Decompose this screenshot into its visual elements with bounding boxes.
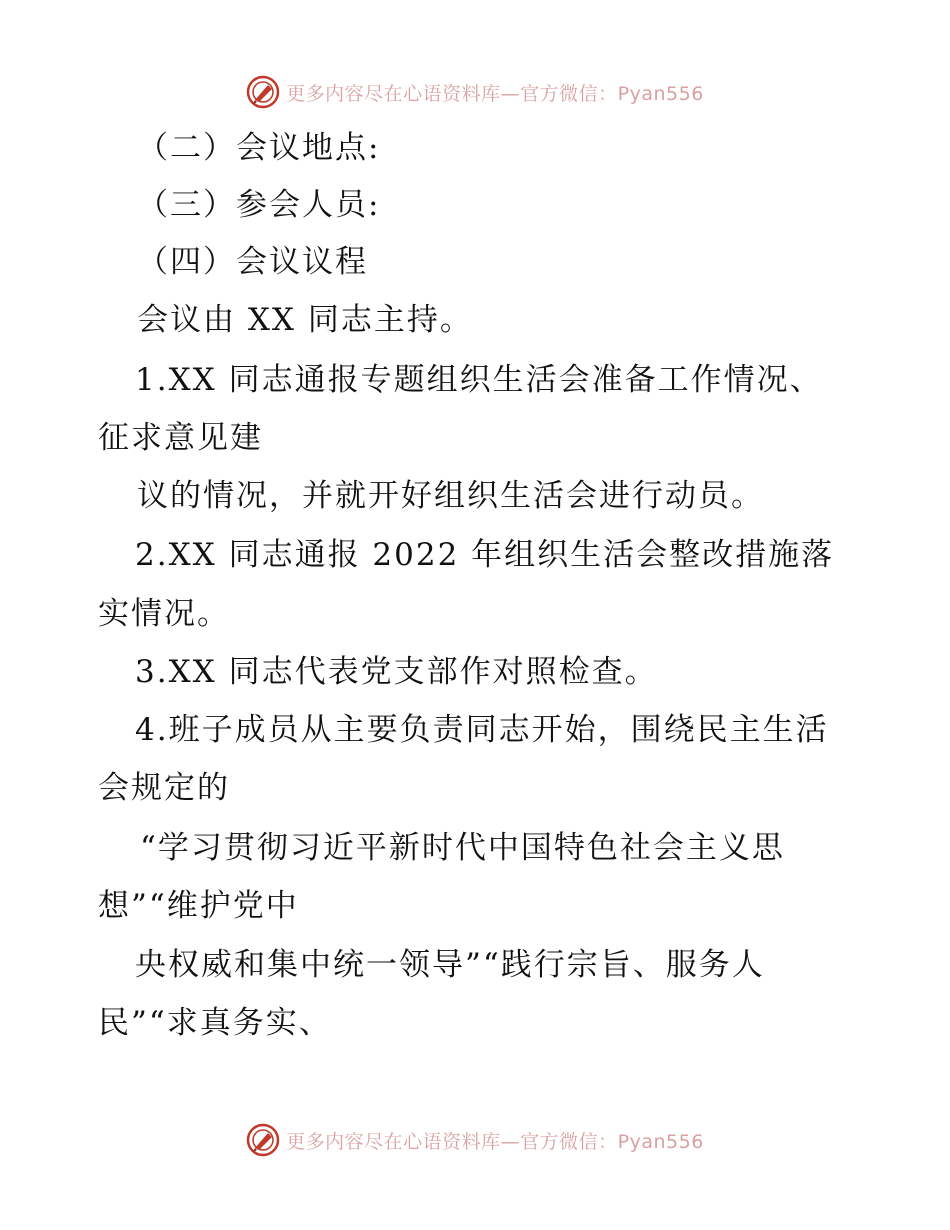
header-banner-text: 更多内容尽在心语资料库—官方微信：Pyan556	[286, 82, 704, 105]
paragraph-line: 实情况。	[98, 596, 230, 632]
paragraph-line: 想”“维护党中	[98, 888, 299, 924]
paragraph-line: 征求意见建	[98, 420, 263, 456]
section-heading-attendees: （三）参会人员:	[137, 187, 381, 223]
pen-logo-icon	[246, 1123, 280, 1157]
footer-banner-text: 更多内容尽在心语资料库—官方微信：Pyan556	[286, 1130, 704, 1153]
paragraph-line: 会规定的	[98, 770, 230, 806]
agenda-item-4: 4.班子成员从主要负责同志开始，围绕民主生活	[135, 712, 829, 748]
section-heading-agenda: （四）会议议程	[137, 244, 368, 280]
section-heading-location: （二）会议地点:	[137, 130, 381, 166]
paragraph-line: 央权威和集中统一领导”“践行宗旨、服务人	[135, 947, 765, 983]
paragraph-line: 民”“求真务实、	[98, 1005, 332, 1041]
paragraph-line: “学习贯彻习近平新时代中国特色社会主义思	[140, 830, 785, 866]
agenda-item-2: 2.XX 同志通报 2022 年组织生活会整改措施落	[135, 537, 835, 573]
paragraph-line: 会议由 XX 同志主持。	[137, 302, 473, 338]
paragraph-line: 议的情况，并就开好组织生活会进行动员。	[137, 478, 764, 514]
agenda-item-1: 1.XX 同志通报专题组织生活会准备工作情况、	[135, 362, 823, 398]
footer-banner	[0, 1120, 950, 1160]
agenda-item-3: 3.XX 同志代表党支部作对照检查。	[135, 654, 658, 690]
